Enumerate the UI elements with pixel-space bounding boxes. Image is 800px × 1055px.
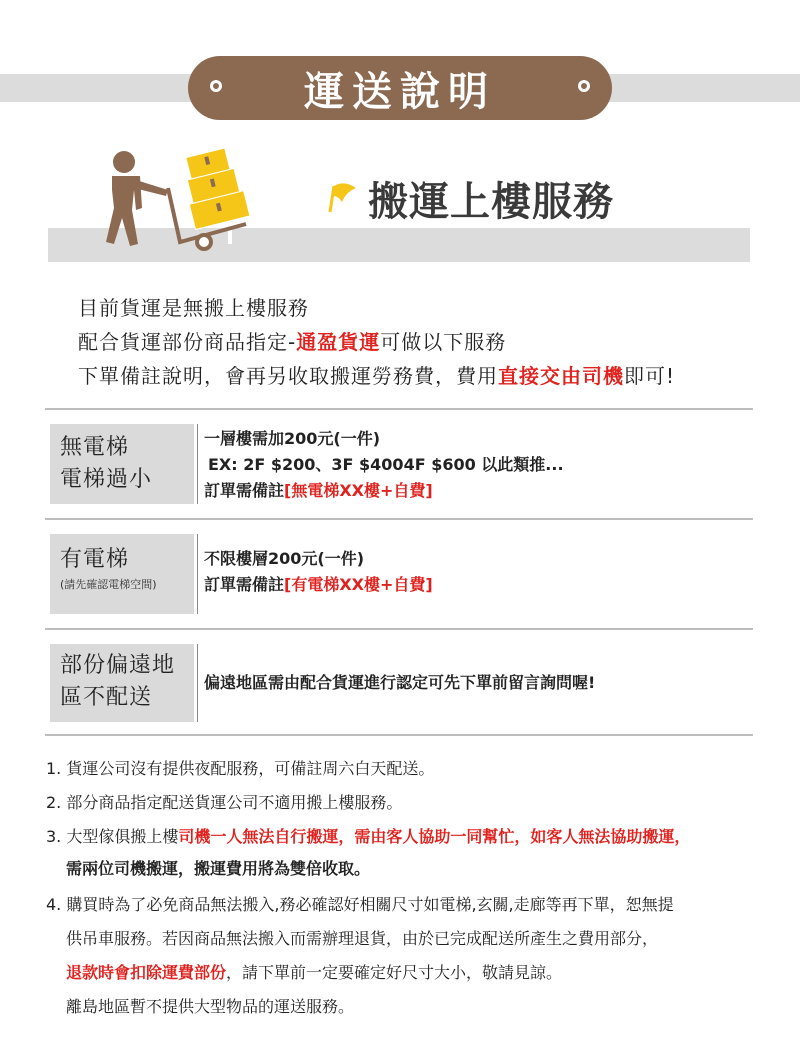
box-label: 無電梯 [60,435,130,460]
box-note: (請先確認電梯空間) [60,578,157,591]
flag-icon [322,178,362,218]
mover-illustration-icon [96,146,266,256]
order-note-highlight: [有電梯XX樓+自費] [284,575,433,594]
vertical-divider [197,424,198,504]
vertical-divider [197,534,198,614]
page-title: 運送說明 [304,68,496,115]
note-2: 2. 部分商品指定配送貨運公司不適用搬上樓服務。 [46,793,403,812]
intro-line-1: 目前貨運是無搬上樓服務 [78,296,309,320]
detail-line: EX: 2F $200、3F $4004F $600 以此類推... [208,455,564,474]
box-label: 電梯過小 [60,467,153,492]
note-4: 4. 購買時為了必免商品無法搬入,務必確認好相關尺寸如電梯,玄關,走廊等再下單，恕無提 [46,895,674,914]
note-4-line-2: 供吊車服務。若因商品無法搬入而需辦理退貨，由於已完成配送所產生之費用部分， [66,929,659,948]
detail-text: 訂單需備註 [204,481,285,500]
note-4-line-4: 離島地區暫不提供大型物品的運送服務。 [66,997,355,1016]
order-note-highlight: [無電梯XX樓+自費] [284,481,433,500]
box-label: 區不配送 [60,685,153,710]
note-1: 1. 貨運公司沒有提供夜配服務，可備註周六白天配送。 [46,759,435,778]
header-banner [188,56,612,120]
divider [45,518,753,520]
intro-text: 配合貨運部份商品指定- [78,330,297,354]
intro-text: 即可! [624,364,676,388]
detail-line: 一層樓需加200元(一件) [204,429,381,448]
detail-line: 不限樓層200元(一件) [204,549,365,568]
dot-icon [210,80,222,92]
box-label: 部份偏遠地 [60,653,176,678]
carrier-name: 通盈貨運 [296,330,381,354]
detail-line: 偏遠地區需由配合貨運進行認定可先下單前留言詢問喔! [204,673,596,692]
no-elevator-box [50,424,194,504]
detail-line [204,480,433,502]
note-3-continued: 需兩位司機搬運，搬運費用將為雙倍收取。 [66,859,371,878]
service-title: 搬運上樓服務 [368,179,614,225]
pay-driver-highlight: 直接交由司機 [498,364,624,388]
intro-text: 可做以下服務 [380,330,507,354]
intro-line-3 [78,360,675,389]
note-3 [46,826,690,848]
note-warning: 司機一人無法自行搬運，需由客人協助一同幫忙，如客人無法協助搬運， [178,827,691,846]
divider [45,408,753,410]
divider [45,628,753,630]
elevator-box [50,534,194,614]
note-warning: 退款時會扣除運費部份 [66,963,227,982]
intro-line-2 [78,326,506,355]
dot-icon [578,80,590,92]
divider [45,734,753,736]
remote-box [50,644,194,722]
detail-line [204,574,433,596]
note-4-line-3 [66,962,562,984]
vertical-divider [197,644,198,722]
intro-text: 下單備註說明，會再另收取搬運勞務費，費用 [78,364,498,388]
note-text: 3. 大型傢俱搬上樓 [46,827,179,846]
detail-text: 訂單需備註 [204,575,285,594]
note-text: ，請下單前一定要確定好尺寸大小，敬請見諒。 [226,963,563,982]
box-label: 有電梯 [60,547,130,572]
